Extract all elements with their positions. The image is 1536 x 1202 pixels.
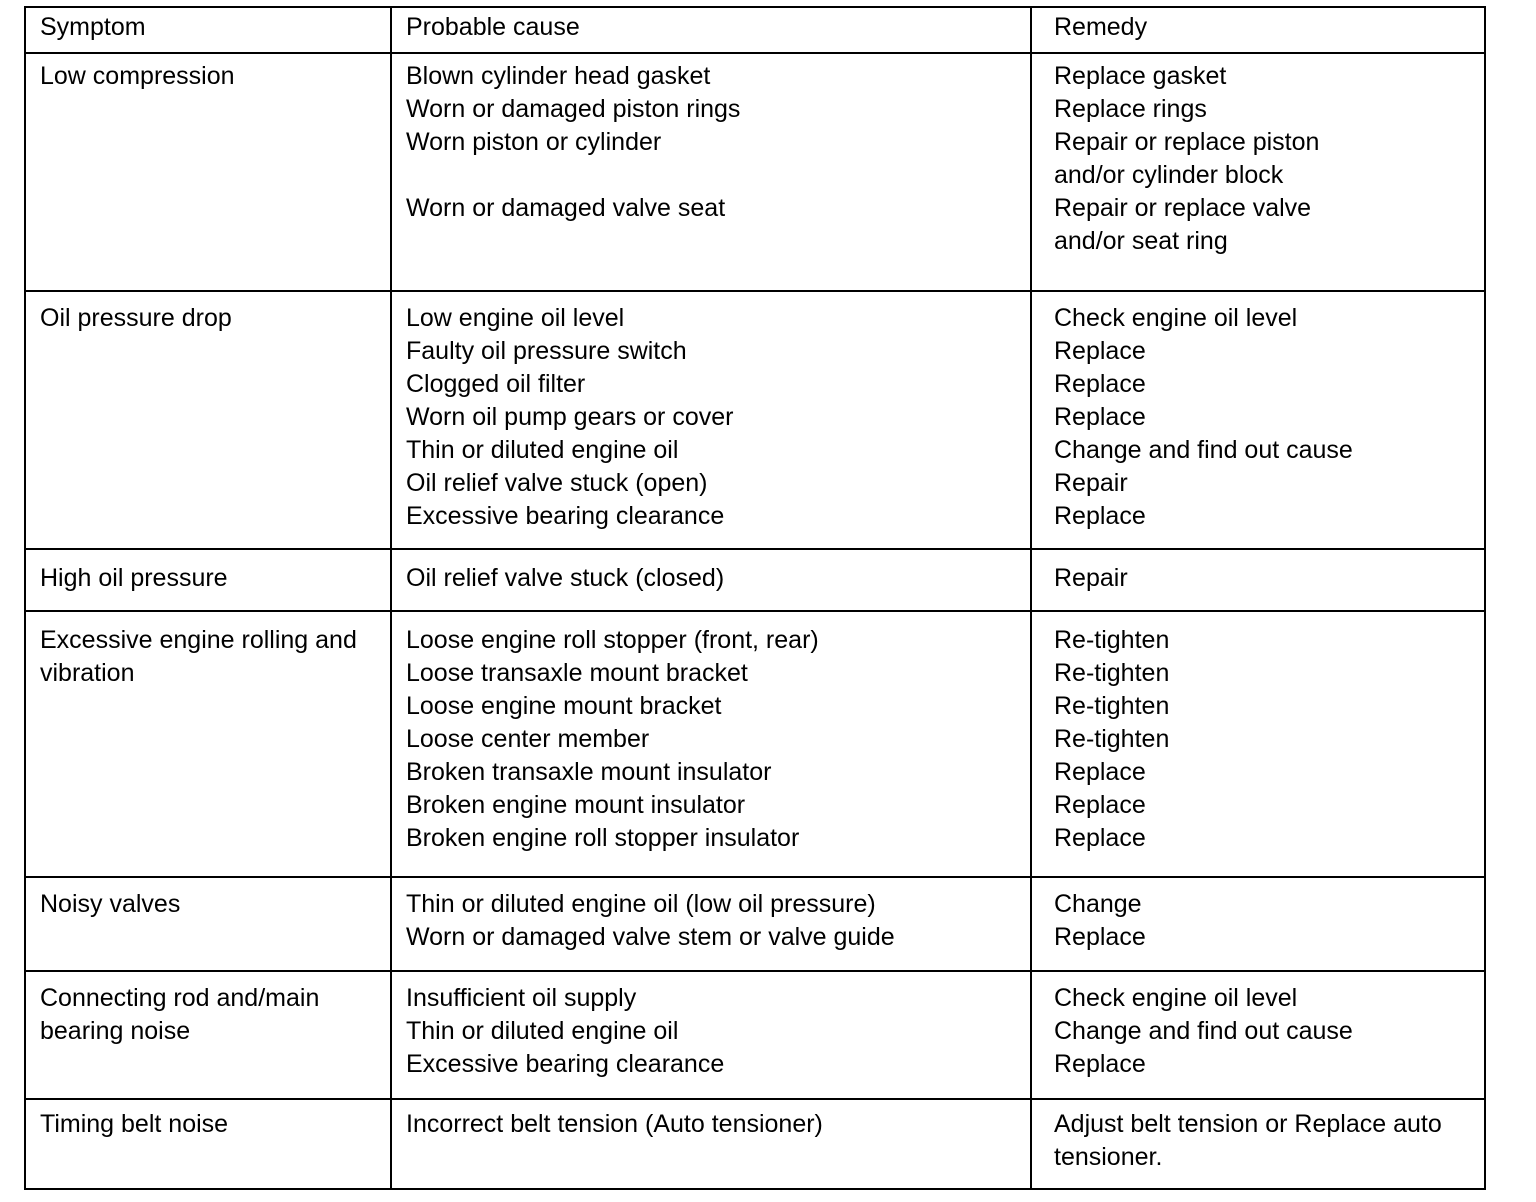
cause-text: Oil relief valve stuck (open) <box>406 469 708 497</box>
remedy-text: tensioner. <box>1054 1143 1163 1171</box>
cause-text: Loose engine mount bracket <box>406 692 722 720</box>
cause-text: Loose engine roll stopper (front, rear) <box>406 626 819 654</box>
remedy-text: Replace rings <box>1054 95 1207 123</box>
symptom-cell <box>25 53 391 291</box>
cause-text: Excessive bearing clearance <box>406 1050 725 1078</box>
remedy-text: Replace <box>1054 824 1146 852</box>
symptom-text: Timing belt noise <box>40 1110 229 1138</box>
remedy-text: Re-tighten <box>1054 626 1170 654</box>
cause-text: Broken engine mount insulator <box>406 791 746 819</box>
header-remedy-label: Remedy <box>1054 13 1148 41</box>
symptom-text: Oil pressure drop <box>40 304 232 332</box>
header-row <box>25 7 1485 53</box>
cause-text: Excessive bearing clearance <box>406 502 725 530</box>
cause-text: Clogged oil filter <box>406 370 586 398</box>
cause-text: Low engine oil level <box>406 304 625 332</box>
cause-text: Worn piston or cylinder <box>406 128 662 156</box>
cause-text: Blown cylinder head gasket <box>406 62 711 90</box>
symptom-text: Low compression <box>40 62 235 90</box>
remedy-text: Replace <box>1054 1050 1146 1078</box>
remedy-text: Replace <box>1054 403 1146 431</box>
cause-cell <box>391 53 1031 291</box>
cause-cell <box>391 1099 1031 1189</box>
cause-text: Worn or damaged piston rings <box>406 95 741 123</box>
remedy-text: Repair or replace valve <box>1054 194 1312 222</box>
symptom-text: bearing noise <box>40 1017 191 1045</box>
cause-cell <box>391 549 1031 611</box>
remedy-text: Replace <box>1054 502 1146 530</box>
remedy-cell <box>1031 1099 1485 1189</box>
header-symptom-label: Symptom <box>40 13 146 41</box>
symptom-cell <box>25 549 391 611</box>
cause-text: Loose center member <box>406 725 650 753</box>
remedy-text: Repair or replace piston <box>1054 128 1320 156</box>
symptom-text: vibration <box>40 659 135 687</box>
symptom-cell <box>25 877 391 971</box>
remedy-cell <box>1031 971 1485 1099</box>
cause-text: Worn or damaged valve stem or valve guide <box>406 923 895 951</box>
cause-text: Insufficient oil supply <box>406 984 637 1012</box>
remedy-cell <box>1031 611 1485 877</box>
cause-text: Thin or diluted engine oil <box>406 436 679 464</box>
table-row <box>25 877 1485 971</box>
cause-cell <box>391 971 1031 1099</box>
cause-text: Oil relief valve stuck (closed) <box>406 564 725 592</box>
remedy-text: Replace <box>1054 791 1146 819</box>
remedy-text: Change and find out cause <box>1054 436 1353 464</box>
table-row <box>25 549 1485 611</box>
header-cause <box>391 7 1031 53</box>
remedy-text: and/or cylinder block <box>1054 161 1284 189</box>
symptom-cell <box>25 1099 391 1189</box>
cause-text: Worn oil pump gears or cover <box>406 403 734 431</box>
remedy-text: Replace <box>1054 370 1146 398</box>
remedy-cell <box>1031 877 1485 971</box>
cause-text: Loose transaxle mount bracket <box>406 659 748 687</box>
remedy-text: Check engine oil level <box>1054 984 1298 1012</box>
table-row <box>25 53 1485 291</box>
symptom-cell <box>25 291 391 549</box>
symptom-cell <box>25 971 391 1099</box>
symptom-text: Connecting rod and/main <box>40 984 320 1012</box>
cause-text: Broken engine roll stopper insulator <box>406 824 800 852</box>
symptom-text: Excessive engine rolling and <box>40 626 357 654</box>
remedy-cell <box>1031 53 1485 291</box>
remedy-text: and/or seat ring <box>1054 227 1228 255</box>
remedy-text: Re-tighten <box>1054 692 1170 720</box>
remedy-text: Repair <box>1054 564 1128 592</box>
table-row <box>25 611 1485 877</box>
remedy-text: Re-tighten <box>1054 659 1170 687</box>
cause-text: Thin or diluted engine oil (low oil pressure) <box>406 890 876 918</box>
header-symptom <box>25 7 391 53</box>
remedy-cell <box>1031 549 1485 611</box>
cause-text <box>406 159 1022 192</box>
table-row <box>25 291 1485 549</box>
troubleshooting-table <box>24 6 1486 1190</box>
cause-text: Broken transaxle mount insulator <box>406 758 772 786</box>
table-row <box>25 1099 1485 1189</box>
remedy-text: Change <box>1054 890 1142 918</box>
remedy-text: Adjust belt tension or Replace auto <box>1054 1110 1442 1138</box>
remedy-text: Replace <box>1054 758 1146 786</box>
cause-text: Faulty oil pressure switch <box>406 337 687 365</box>
cause-text: Worn or damaged valve seat <box>406 194 726 222</box>
table-row <box>25 971 1485 1099</box>
cause-cell <box>391 877 1031 971</box>
cause-cell <box>391 291 1031 549</box>
symptom-text: High oil pressure <box>40 564 228 592</box>
remedy-text: Repair <box>1054 469 1128 497</box>
symptom-text: Noisy valves <box>40 890 181 918</box>
remedy-text: Replace <box>1054 337 1146 365</box>
remedy-text: Change and find out cause <box>1054 1017 1353 1045</box>
cause-text: Incorrect belt tension (Auto tensioner) <box>406 1110 823 1138</box>
cause-cell <box>391 611 1031 877</box>
remedy-cell <box>1031 291 1485 549</box>
remedy-text: Replace gasket <box>1054 62 1227 90</box>
symptom-cell <box>25 611 391 877</box>
cause-text: Thin or diluted engine oil <box>406 1017 679 1045</box>
header-remedy <box>1031 7 1485 53</box>
remedy-text: Replace <box>1054 923 1146 951</box>
remedy-text: Check engine oil level <box>1054 304 1298 332</box>
header-cause-label: Probable cause <box>406 13 580 41</box>
remedy-text: Re-tighten <box>1054 725 1170 753</box>
